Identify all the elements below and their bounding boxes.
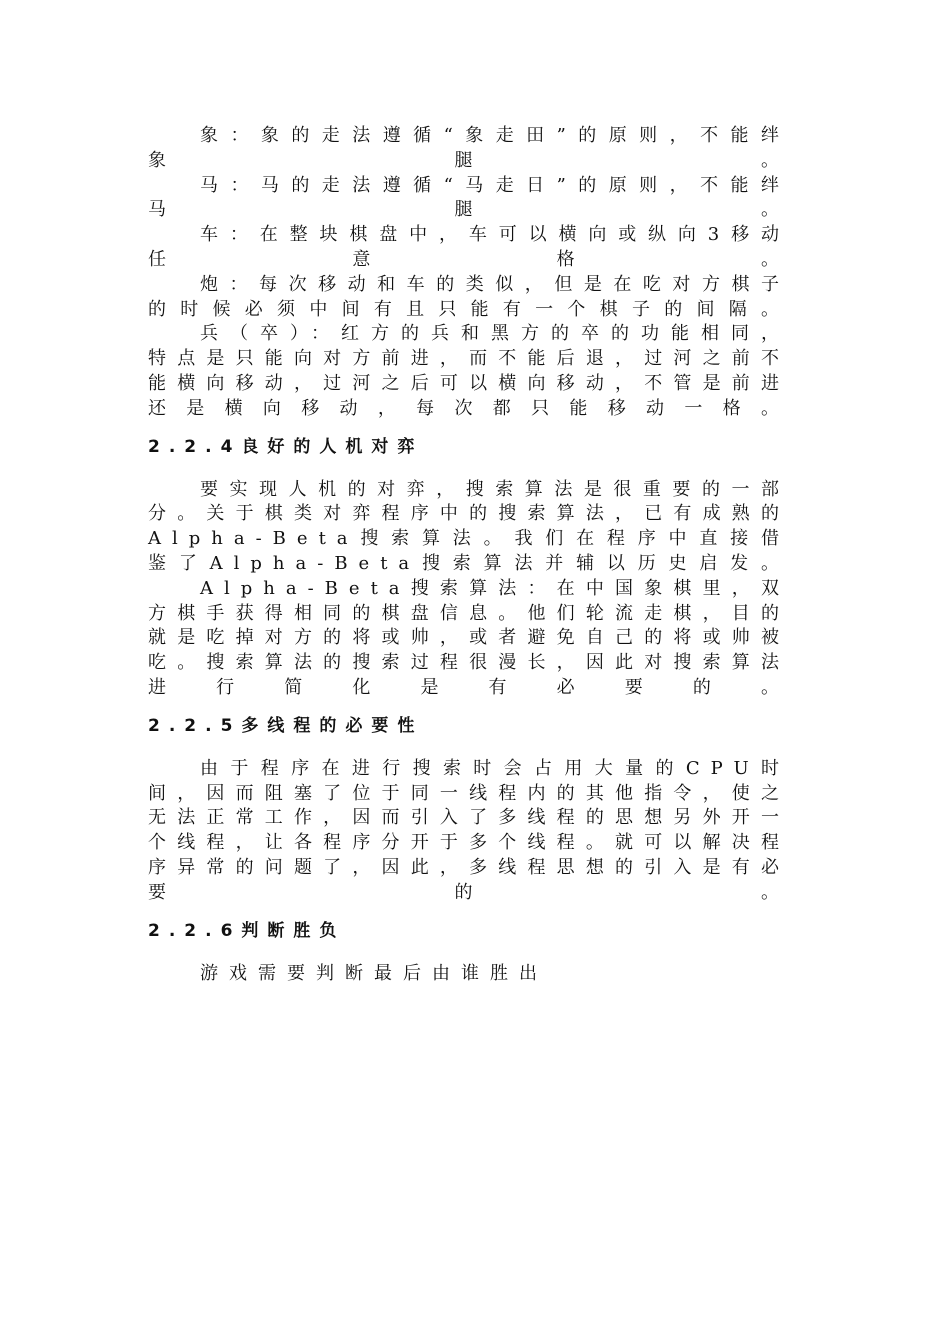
paragraph-multithread: 由于程序在进行搜索时会占用大量的CPU时间，因而阻塞了位于同一线程内的其他指令，使之无法正常工作，因而引入了多线程的思想另外开一个线程，让各程序分开于多个线程。就可以解决程序异常的问题了，因此，多线程思想的引入是有必要的。 (148, 757, 790, 903)
heading-2-2-6: 2.2.6判断胜负 (148, 920, 346, 941)
paragraph-alpha-beta: Alpha-Beta搜索算法：在中国象棋里，双方棋手获得相同的棋盘信息。他们轮流走棋，目的就是吃掉对方的将或帅，或者避免自己的将或帅被吃。搜索算法的搜索过程很漫长，因此对搜索算法进行简化是有必要的。 (148, 577, 790, 698)
heading-2-2-5: 2.2.5多线程的必要性 (148, 715, 424, 736)
paragraph-search-intro: 要实现人机的对弈，搜索算法是很重要的一部分。关于棋类对弈程序中的搜索算法，已有成熟的Alpha-Beta搜索算法。我们在程序中直接借鉴了Alpha-Beta搜索算法并辅以历史启发。 (148, 478, 790, 574)
paragraph-cannon-rule: 炮：每次移动和车的类似，但是在吃对方棋子的时候必须中间有且只能有一个棋子的间隔。 (148, 273, 790, 320)
paragraph-judge-winner: 游戏需要判断最后由谁胜出 (200, 962, 548, 984)
paragraph-horse-rule: 马：马的走法遵循“马走日”的原则，不能绊马腿。 (148, 174, 790, 221)
paragraph-elephant-rule: 象：象的走法遵循“象走田”的原则，不能绊象腿。 (148, 125, 790, 171)
paragraph-soldier-rule: 兵（卒）：红方的兵和黑方的卒的功能相同，特点是只能向对方前进，而不能后退，过河之前不能横向移动，过河之后可以横向移动，不管是前进还是横向移动，每次都只能移动一格。 (148, 323, 790, 419)
document-body (148, 124, 790, 986)
heading-2-2-4: 2.2.4良好的人机对弈 (148, 436, 424, 457)
paragraph-chariot-rule: 车：在整块棋盘中，车可以横向或纵向3移动任意格。 (148, 224, 790, 270)
